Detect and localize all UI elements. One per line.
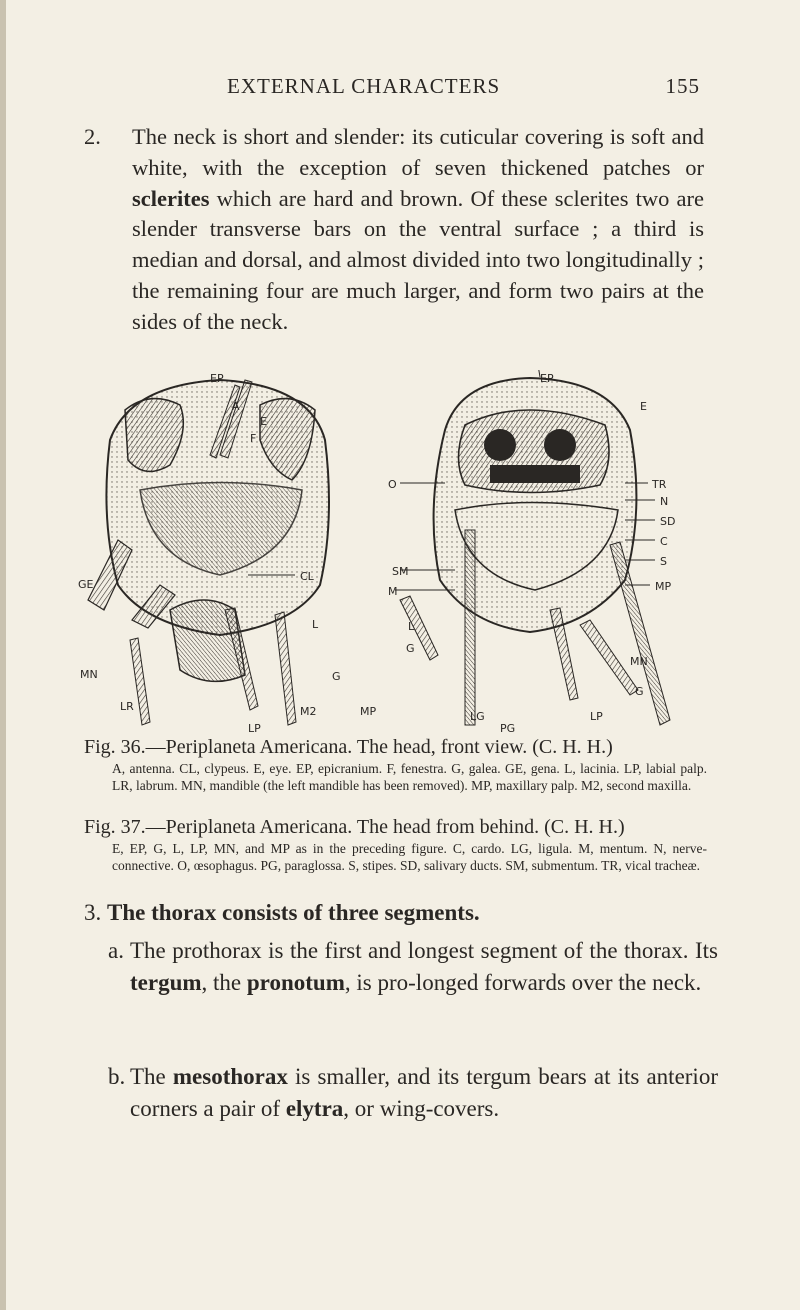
fig-label: CL xyxy=(300,570,314,583)
fig-label: G xyxy=(635,685,644,698)
fig-label: E xyxy=(260,415,267,428)
paragraph-text: The prothorax is the first and longest segment of the thorax. Its xyxy=(130,938,718,963)
fig-label: F xyxy=(250,432,257,445)
page-number: 155 xyxy=(665,74,700,98)
fig-label: TR xyxy=(652,478,667,491)
subparagraph-letter: a. xyxy=(108,938,124,963)
fig-label: EP xyxy=(540,372,554,385)
fig-label: LP xyxy=(590,710,603,723)
fig-label: MP xyxy=(655,580,672,593)
fig-label: N xyxy=(660,495,669,508)
fig-label: MN xyxy=(630,655,648,668)
paragraph-heading: The thorax consists of three segments. xyxy=(107,900,480,925)
fig-label: A xyxy=(232,400,240,413)
figure-36-description: The head, front view. (C. H. H.) xyxy=(356,736,613,758)
fig-label: PG xyxy=(500,722,516,735)
fig-label: L xyxy=(408,620,415,633)
paragraph-text: which are hard and brown. Of these sclerites two are slender transverse bars on the ventral surface ; a third is median and dorsal, and almost divided into two longitudinally ; the remaining four are much larger, and form two pairs at the sides of the neck. xyxy=(132,185,704,334)
fig-label: G xyxy=(406,642,415,655)
bold-term-tergum: tergum xyxy=(130,969,202,995)
fig-label: MP xyxy=(360,705,377,718)
fig-label: O xyxy=(388,478,397,491)
figure-36-caption xyxy=(84,734,724,760)
fig-label: EP xyxy=(210,372,224,385)
fig-label: E xyxy=(640,400,647,413)
figure-cockroach-head xyxy=(70,370,730,790)
fig-label: M2 xyxy=(300,705,317,718)
figure-36-number: Fig. 36.—Periplaneta Americana. xyxy=(84,736,353,758)
figure-37-legend: E, EP, G, L, LP, MN, and MP as in the preceding figure. C, cardo. LG, ligula. M, mentum. N, nerve-connective. O, œsophagus. PG, paraglossa. S, stipes. SD, salivary ducts. SM, submentum. TR, vical tracheæ. xyxy=(112,841,707,873)
figure-37-description: The head from behind. (C. H. H.) xyxy=(356,816,625,838)
right-head-back-view xyxy=(400,370,670,725)
fig-label: MN xyxy=(80,668,98,681)
figure-37-caption xyxy=(84,814,724,840)
head-illustration xyxy=(70,370,730,735)
fig-label: LG xyxy=(470,710,485,723)
running-head-title: EXTERNAL CHARACTERS xyxy=(227,74,501,98)
paragraph-text: , the xyxy=(201,969,247,995)
paragraph-text: The neck is short and slender: its cuticular covering is soft and white, with the exception of seven thickened patches or xyxy=(132,124,704,180)
bold-term-sclerites: sclerites xyxy=(132,185,210,211)
paragraph-text: The xyxy=(130,1064,173,1089)
left-head-front-view xyxy=(88,380,329,725)
figure-37-number: Fig. 37.—Periplaneta Americana. xyxy=(84,816,353,838)
fig-label: SM xyxy=(392,565,409,578)
subparagraph-prothorax xyxy=(108,935,718,998)
paragraph-number: 2. xyxy=(84,124,101,149)
paragraph-neck xyxy=(84,122,704,338)
paragraph-text: is smaller, and its tergum bears at its anterior corners a pair of xyxy=(130,1064,718,1121)
fig-label: G xyxy=(332,670,341,683)
paragraph-text: , is pro-longed forwards over the neck. xyxy=(344,969,702,995)
fig-label: M xyxy=(388,585,398,598)
paragraph-thorax xyxy=(84,898,724,928)
fig-label: C xyxy=(660,535,668,548)
bold-term-mesothorax: mesothorax xyxy=(172,1064,288,1089)
running-head xyxy=(112,74,700,99)
fig-label: LP xyxy=(248,722,261,735)
page-edge-shadow xyxy=(0,0,6,1310)
fig-label: SD xyxy=(660,515,676,528)
fig-label: GE xyxy=(78,578,94,591)
fig-label: S xyxy=(660,555,667,568)
fig-label: LR xyxy=(120,700,134,713)
subparagraph-mesothorax xyxy=(108,1061,718,1124)
paragraph-text: , or wing-covers. xyxy=(343,1095,500,1121)
bold-term-pronotum: pronotum xyxy=(246,969,345,995)
figure-36-legend: A, antenna. CL, clypeus. E, eye. EP, epicranium. F, fenestra. G, galea. GE, gena. L, lacinia. LP, labial palp. LR, labrum. MN, mandible (the left mandible has been removed). MP, maxillary palp. M2, second maxilla. xyxy=(112,761,707,793)
bold-term-elytra: elytra xyxy=(285,1095,344,1121)
paragraph-number: 3. xyxy=(84,900,102,925)
fig-label: L xyxy=(312,618,319,631)
subparagraph-letter: b. xyxy=(108,1064,126,1089)
